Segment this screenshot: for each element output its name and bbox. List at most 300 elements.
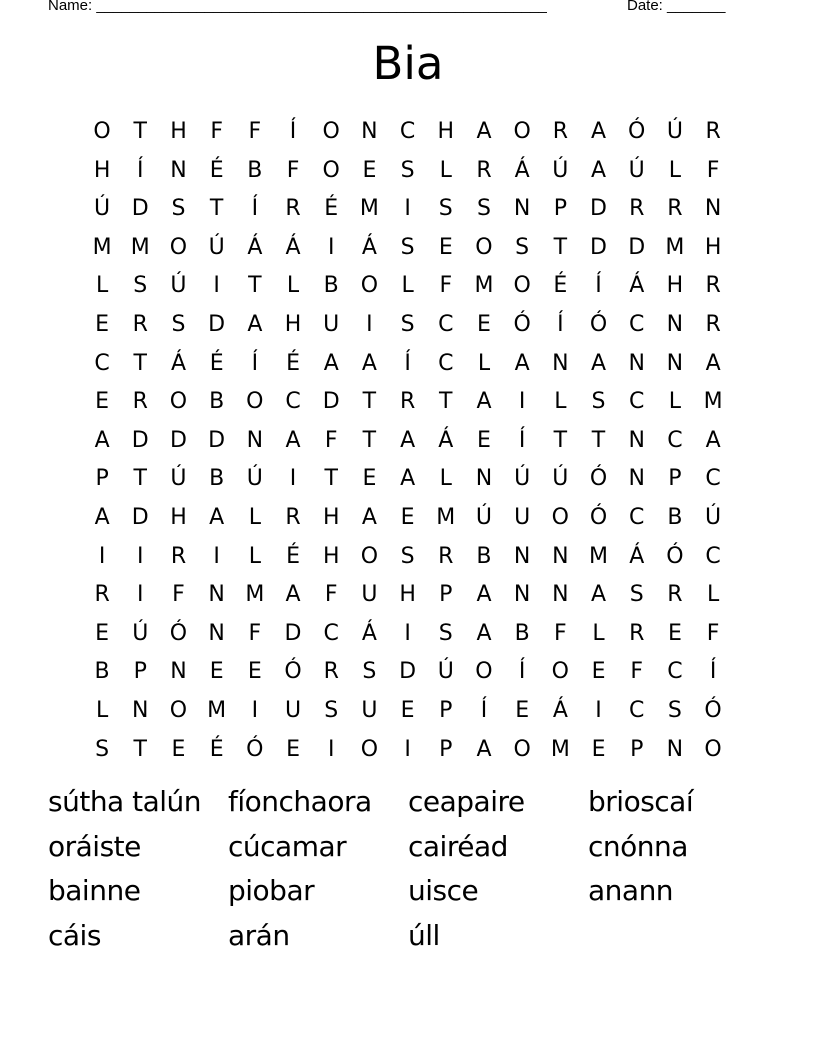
grid-letter[interactable]: S — [476, 196, 491, 222]
grid-letter[interactable]: O — [513, 273, 531, 299]
grid-letter[interactable]: T — [439, 389, 453, 415]
grid-letter[interactable]: Í — [404, 350, 411, 376]
grid-letter[interactable]: I — [595, 697, 602, 723]
grid-letter[interactable]: A — [209, 504, 225, 530]
grid-letter[interactable]: B — [209, 466, 225, 492]
grid-letter[interactable]: M — [474, 273, 494, 299]
grid-letter[interactable]: A — [705, 427, 721, 453]
grid-letter[interactable]: Í — [137, 157, 144, 183]
grid-letter[interactable]: C — [667, 659, 683, 685]
grid-letter[interactable]: Ú — [475, 504, 493, 530]
grid-letter[interactable]: P — [95, 466, 109, 492]
grid-letter[interactable]: M — [589, 543, 609, 569]
grid-letter[interactable]: É — [209, 350, 224, 376]
grid-letter[interactable]: É — [209, 157, 224, 183]
grid-letter[interactable]: Á — [552, 697, 568, 723]
grid-letter[interactable]: T — [591, 427, 606, 453]
grid-letter[interactable]: D — [322, 389, 340, 415]
grid-letter[interactable]: C — [438, 350, 454, 376]
grid-letter[interactable]: F — [248, 119, 262, 144]
grid-letter[interactable]: Ú — [132, 620, 149, 646]
grid-letter[interactable]: M — [436, 504, 456, 530]
grid-letter[interactable]: A — [94, 504, 110, 530]
grid-letter[interactable]: F — [324, 427, 338, 453]
grid-letter[interactable]: M — [245, 582, 265, 608]
grid-letter[interactable]: L — [95, 697, 109, 723]
grid-letter[interactable]: I — [327, 736, 335, 762]
grid-letter[interactable]: A — [94, 427, 110, 453]
grid-letter[interactable]: D — [131, 504, 149, 530]
grid-letter[interactable]: E — [95, 620, 110, 646]
grid-letter[interactable]: A — [705, 350, 721, 376]
grid-letter[interactable]: S — [515, 234, 530, 260]
grid-letter[interactable]: Ú — [170, 273, 187, 299]
grid-row — [83, 538, 733, 577]
grid-letter[interactable]: M — [703, 389, 723, 415]
grid-letter[interactable]: Á — [285, 234, 301, 260]
grid-letter[interactable]: Ú — [246, 466, 263, 492]
grid-letter[interactable]: N — [132, 697, 149, 723]
grid-letter[interactable]: Ó — [513, 311, 531, 337]
grid-letter[interactable]: A — [400, 427, 416, 453]
grid-letter[interactable]: L — [706, 582, 720, 608]
grid-letter[interactable]: N — [666, 736, 684, 762]
grid-letter[interactable]: E — [95, 389, 110, 415]
grid-letter[interactable]: O — [360, 273, 379, 299]
grid-letter[interactable]: E — [171, 736, 186, 762]
grid-letter[interactable]: A — [591, 582, 607, 608]
grid-letter[interactable]: M — [550, 736, 570, 762]
grid-letter[interactable]: Ú — [552, 466, 569, 492]
grid-letter[interactable]: E — [477, 311, 491, 337]
grid-letter[interactable]: D — [208, 311, 226, 337]
grid-letter[interactable]: O — [93, 119, 111, 144]
grid-letter[interactable]: C — [438, 311, 454, 337]
grid-letter[interactable]: D — [169, 427, 187, 453]
grid-letter[interactable]: B — [667, 504, 683, 530]
grid-letter[interactable]: Á — [247, 234, 263, 260]
grid-letter[interactable]: A — [591, 119, 607, 144]
grid-letter[interactable]: A — [361, 504, 377, 530]
grid-letter[interactable]: I — [98, 543, 106, 569]
grid-letter[interactable]: L — [439, 157, 452, 183]
grid-letter[interactable]: Ú — [94, 196, 111, 222]
grid-letter[interactable]: Á — [629, 543, 645, 569]
grid-letter[interactable]: H — [704, 234, 722, 260]
grid-letter[interactable]: M — [92, 234, 112, 260]
grid-letter[interactable]: Ú — [208, 234, 225, 260]
grid-letter[interactable]: O — [704, 736, 722, 762]
grid-letter[interactable]: C — [629, 311, 645, 337]
grid-letter[interactable]: O — [322, 119, 340, 144]
grid-letter[interactable]: A — [514, 350, 530, 376]
grid-letter[interactable]: U — [361, 582, 378, 608]
grid-letter[interactable]: M — [665, 234, 685, 260]
grid-letter[interactable]: F — [324, 582, 338, 608]
grid-letter[interactable]: S — [438, 620, 453, 646]
grid-letter[interactable]: Ó — [169, 620, 188, 646]
grid-row — [83, 692, 733, 731]
grid-letter[interactable]: Í — [251, 196, 259, 222]
grid-letter[interactable]: E — [209, 659, 224, 685]
grid-letter[interactable]: F — [554, 620, 567, 646]
grid-letter[interactable]: E — [286, 736, 300, 762]
grid-letter[interactable]: R — [438, 543, 454, 569]
grid-letter[interactable]: N — [361, 119, 378, 144]
grid-letter[interactable]: T — [133, 119, 147, 144]
grid-letter[interactable]: C — [629, 697, 645, 723]
grid-letter[interactable]: C — [629, 389, 645, 415]
word-list-item: arán — [228, 918, 290, 952]
grid-letter[interactable]: F — [706, 157, 720, 183]
grid-letter[interactable]: F — [248, 620, 262, 646]
grid-letter[interactable]: F — [706, 620, 720, 646]
grid-row — [83, 422, 733, 461]
grid-letter[interactable]: O — [475, 234, 493, 260]
grid-letter[interactable]: B — [476, 543, 492, 569]
grid-letter[interactable]: P — [668, 466, 682, 492]
grid-letter[interactable]: O — [360, 543, 379, 569]
grid-letter[interactable]: R — [705, 311, 721, 337]
grid-letter[interactable]: I — [213, 273, 220, 299]
grid-letter[interactable]: E — [400, 504, 415, 530]
grid-letter[interactable]: S — [400, 234, 415, 260]
grid-letter[interactable]: O — [322, 157, 340, 183]
grid-letter[interactable]: T — [248, 273, 262, 299]
grid-letter[interactable]: I — [213, 543, 220, 569]
grid-letter[interactable]: R — [667, 582, 683, 608]
grid-letter[interactable]: P — [630, 736, 644, 762]
grid-letter[interactable]: Á — [438, 427, 454, 453]
grid-letter[interactable]: N — [170, 157, 187, 183]
grid-letter[interactable]: T — [553, 427, 568, 453]
grid-letter[interactable]: N — [552, 582, 569, 608]
grid-letter[interactable]: Ú — [705, 504, 722, 530]
grid-letter[interactable]: I — [518, 389, 526, 415]
grid-letter[interactable]: Í — [518, 659, 526, 685]
grid-letter[interactable]: N — [513, 196, 531, 222]
grid-letter[interactable]: N — [666, 350, 684, 376]
grid-letter[interactable]: H — [666, 273, 684, 299]
grid-letter[interactable]: F — [439, 273, 453, 299]
grid-letter[interactable]: N — [628, 466, 645, 492]
grid-letter[interactable]: S — [400, 157, 415, 183]
grid-letter[interactable]: O — [551, 504, 569, 530]
grid-letter[interactable]: U — [361, 697, 378, 723]
grid-letter[interactable]: Ú — [628, 157, 645, 183]
grid-letter[interactable]: T — [133, 350, 147, 376]
grid-letter[interactable]: I — [366, 311, 373, 337]
grid-letter[interactable]: A — [476, 736, 492, 762]
grid-letter[interactable]: A — [591, 350, 607, 376]
grid-letter[interactable]: C — [94, 350, 110, 376]
grid-letter[interactable]: É — [553, 273, 568, 299]
grid-letter[interactable]: É — [324, 196, 339, 222]
grid-letter[interactable]: E — [477, 427, 491, 453]
grid-letter[interactable]: A — [476, 389, 492, 415]
grid-letter[interactable]: P — [439, 582, 453, 608]
grid-letter[interactable]: Ó — [704, 697, 722, 723]
grid-letter[interactable]: R — [170, 543, 187, 569]
word-list-item: brioscaí — [588, 785, 694, 818]
grid-letter[interactable]: R — [552, 119, 568, 144]
grid-letter[interactable]: Í — [557, 311, 564, 337]
grid-letter[interactable]: A — [476, 620, 492, 646]
grid-letter[interactable]: A — [400, 466, 416, 492]
grid-letter[interactable]: S — [171, 196, 186, 222]
grid-letter[interactable]: Í — [709, 659, 717, 685]
grid-letter[interactable]: D — [208, 427, 226, 453]
grid-letter[interactable]: H — [399, 582, 416, 608]
grid-letter[interactable]: O — [475, 659, 493, 685]
grid-letter[interactable]: R — [399, 389, 416, 415]
puzzle-title: Bia — [372, 37, 444, 90]
grid-letter[interactable]: D — [628, 234, 646, 260]
grid-letter[interactable]: N — [666, 311, 684, 337]
grid-letter[interactable]: D — [590, 196, 607, 222]
grid-letter[interactable]: N — [246, 427, 264, 453]
grid-letter[interactable]: Á — [170, 350, 186, 376]
grid-letter[interactable]: N — [628, 427, 645, 453]
grid-row — [83, 267, 733, 306]
grid-letter[interactable]: C — [629, 504, 645, 530]
grid-letter[interactable]: A — [476, 119, 492, 144]
grid-letter[interactable]: N — [552, 543, 569, 569]
grid-letter[interactable]: I — [404, 736, 411, 762]
grid-letter[interactable]: R — [94, 582, 110, 608]
grid-letter[interactable]: R — [705, 273, 721, 299]
grid-letter[interactable]: R — [285, 196, 301, 222]
grid-letter[interactable]: I — [251, 697, 259, 723]
grid-letter[interactable]: E — [667, 620, 682, 646]
grid-letter[interactable]: T — [362, 389, 377, 415]
grid-letter[interactable]: O — [246, 389, 264, 415]
grid-letter[interactable]: Ó — [284, 659, 302, 685]
grid-letter[interactable]: N — [628, 350, 645, 376]
grid-letter[interactable]: I — [404, 620, 411, 646]
grid-letter[interactable]: F — [286, 157, 300, 183]
grid-letter[interactable]: S — [400, 311, 415, 337]
grid-letter[interactable]: I — [404, 196, 411, 222]
grid-letter[interactable]: O — [513, 736, 531, 762]
grid-letter[interactable]: C — [667, 427, 683, 453]
grid-letter[interactable]: L — [439, 466, 452, 492]
grid-row — [83, 383, 733, 422]
grid-letter[interactable]: Í — [518, 427, 526, 453]
grid-letter[interactable]: A — [285, 427, 301, 453]
grid-letter[interactable]: Ú — [666, 119, 683, 144]
grid-letter[interactable]: T — [324, 466, 338, 492]
grid-letter[interactable]: O — [169, 234, 188, 260]
grid-letter[interactable]: F — [172, 582, 185, 608]
grid-letter[interactable]: E — [591, 659, 606, 685]
grid-letter[interactable]: S — [591, 389, 606, 415]
grid-letter[interactable]: P — [439, 736, 453, 762]
grid-letter[interactable]: N — [170, 659, 187, 685]
grid-letter[interactable]: D — [131, 427, 149, 453]
grid-letter[interactable]: O — [169, 697, 188, 723]
grid-letter[interactable]: Í — [480, 697, 488, 723]
grid-letter[interactable]: E — [362, 157, 377, 183]
grid-letter[interactable]: H — [322, 504, 340, 530]
grid-letter[interactable]: L — [668, 157, 682, 183]
grid-letter[interactable]: N — [475, 466, 493, 492]
grid-letter[interactable]: L — [592, 620, 605, 646]
grid-letter[interactable]: L — [286, 273, 300, 299]
grid-letter[interactable]: R — [323, 659, 339, 685]
grid-letter[interactable]: A — [476, 582, 492, 608]
grid-letter[interactable]: M — [207, 697, 227, 723]
grid-letter[interactable]: Á — [629, 273, 645, 299]
grid-letter[interactable]: B — [323, 273, 339, 299]
grid-letter[interactable]: L — [95, 273, 109, 299]
grid-letter[interactable]: C — [705, 543, 721, 569]
grid-letter[interactable]: S — [629, 582, 644, 608]
grid-letter[interactable]: L — [668, 389, 682, 415]
grid-letter[interactable]: A — [361, 350, 377, 376]
grid-letter[interactable]: É — [209, 736, 224, 762]
grid-letter[interactable]: H — [170, 504, 187, 530]
grid-letter[interactable]: P — [133, 659, 147, 685]
grid-letter[interactable]: S — [438, 196, 453, 222]
grid-letter[interactable]: B — [209, 389, 225, 415]
grid-letter[interactable]: S — [324, 697, 339, 723]
grid-row — [83, 499, 733, 538]
grid-letter[interactable]: E — [438, 234, 453, 260]
grid-letter[interactable]: S — [95, 736, 110, 762]
grid-letter[interactable]: D — [590, 234, 607, 260]
grid-letter[interactable]: A — [285, 582, 301, 608]
grid-letter[interactable]: R — [132, 389, 148, 415]
grid-letter[interactable]: Ó — [589, 466, 608, 492]
grid-letter[interactable]: T — [133, 736, 147, 762]
grid-letter[interactable]: O — [169, 389, 188, 415]
grid-letter[interactable]: S — [133, 273, 148, 299]
grid-letter[interactable]: C — [705, 466, 721, 492]
grid-letter[interactable]: E — [591, 736, 606, 762]
grid-letter[interactable]: T — [133, 466, 147, 492]
grid-letter[interactable]: R — [285, 504, 301, 530]
grid-letter[interactable]: Ú — [514, 466, 531, 492]
grid-letter[interactable]: N — [513, 543, 531, 569]
grid-letter[interactable]: L — [477, 350, 491, 376]
grid-letter[interactable]: E — [515, 697, 530, 723]
grid-letter[interactable]: N — [208, 582, 225, 608]
grid-letter[interactable]: H — [170, 119, 187, 144]
grid-letter[interactable]: D — [399, 659, 417, 685]
grid-letter[interactable]: Í — [251, 350, 259, 376]
grid-letter[interactable]: Ó — [589, 504, 608, 530]
grid-letter[interactable]: E — [247, 659, 262, 685]
grid-letter[interactable]: H — [93, 157, 111, 183]
grid-letter[interactable]: L — [554, 389, 567, 415]
grid-letter[interactable]: B — [247, 157, 263, 183]
grid-letter[interactable]: I — [327, 234, 335, 260]
grid-letter[interactable]: M — [130, 234, 150, 260]
grid-letter[interactable]: E — [400, 697, 415, 723]
grid-letter[interactable]: D — [284, 620, 302, 646]
grid-row — [83, 152, 733, 191]
grid-letter[interactable]: O — [513, 119, 531, 144]
grid-letter[interactable]: A — [591, 157, 607, 183]
grid-letter[interactable]: N — [704, 196, 722, 222]
grid-letter[interactable]: T — [553, 234, 568, 260]
grid-letter[interactable]: E — [362, 466, 377, 492]
grid-letter[interactable]: Á — [361, 620, 377, 646]
grid-letter[interactable]: E — [95, 311, 110, 337]
grid-letter[interactable]: S — [362, 659, 377, 685]
grid-letter[interactable]: Ó — [628, 119, 646, 144]
grid-letter[interactable]: U — [284, 697, 302, 723]
grid-letter[interactable]: I — [137, 582, 144, 608]
grid-letter[interactable]: C — [285, 389, 301, 415]
grid-letter[interactable]: F — [210, 119, 223, 144]
grid-letter[interactable]: I — [137, 543, 144, 569]
grid-letter[interactable]: A — [323, 350, 339, 376]
grid-letter[interactable]: Ó — [246, 736, 264, 762]
grid-letter[interactable]: H — [322, 543, 340, 569]
grid-letter[interactable]: S — [667, 697, 682, 723]
grid-letter[interactable]: S — [400, 543, 415, 569]
grid-letter[interactable]: H — [284, 311, 302, 337]
grid-letter[interactable]: L — [401, 273, 414, 299]
grid-letter[interactable]: Ú — [437, 659, 454, 685]
grid-letter[interactable]: U — [323, 311, 340, 337]
grid-letter[interactable]: L — [248, 504, 261, 530]
grid-letter[interactable]: Ú — [552, 157, 569, 183]
grid-letter[interactable]: C — [323, 620, 339, 646]
grid-letter[interactable]: T — [362, 427, 377, 453]
grid-letter[interactable]: R — [667, 196, 683, 222]
grid-letter[interactable]: L — [248, 543, 261, 569]
grid-letter[interactable]: D — [131, 196, 149, 222]
grid-letter[interactable]: B — [94, 659, 110, 685]
grid-letter[interactable]: I — [289, 466, 297, 492]
grid-letter[interactable]: M — [359, 196, 379, 222]
grid-letter[interactable]: T — [209, 196, 224, 222]
grid-letter[interactable]: Ú — [170, 466, 187, 492]
grid-letter[interactable]: Ó — [666, 543, 684, 569]
grid-letter[interactable]: É — [286, 543, 300, 569]
grid-letter[interactable]: Ó — [589, 311, 608, 337]
grid-letter[interactable]: N — [513, 582, 531, 608]
grid-letter[interactable]: O — [360, 736, 379, 762]
grid-letter[interactable]: P — [553, 196, 567, 222]
grid-letter[interactable]: Í — [595, 273, 602, 299]
grid-letter[interactable]: N — [208, 620, 225, 646]
grid-letter[interactable]: Í — [289, 119, 297, 144]
grid-letter[interactable]: R — [476, 157, 492, 183]
grid-letter[interactable]: H — [437, 119, 455, 144]
grid-letter[interactable]: R — [132, 311, 148, 337]
grid-letter[interactable]: B — [514, 620, 530, 646]
grid-letter[interactable]: R — [629, 620, 645, 646]
grid-letter[interactable]: Á — [361, 234, 377, 260]
grid-letter[interactable]: N — [552, 350, 569, 376]
word-list-item: úll — [408, 918, 440, 952]
grid-letter[interactable]: O — [551, 659, 569, 685]
grid-letter[interactable]: C — [399, 119, 416, 144]
grid-letter[interactable]: R — [705, 119, 721, 144]
grid-letter[interactable]: U — [514, 504, 531, 530]
grid-letter[interactable]: É — [286, 350, 300, 376]
grid-letter[interactable]: R — [629, 196, 645, 222]
grid-letter[interactable]: P — [439, 697, 453, 723]
grid-letter[interactable]: S — [171, 311, 186, 337]
grid-letter[interactable]: F — [630, 659, 644, 685]
grid-letter[interactable]: Á — [514, 157, 530, 183]
grid-letter[interactable]: A — [247, 311, 263, 337]
